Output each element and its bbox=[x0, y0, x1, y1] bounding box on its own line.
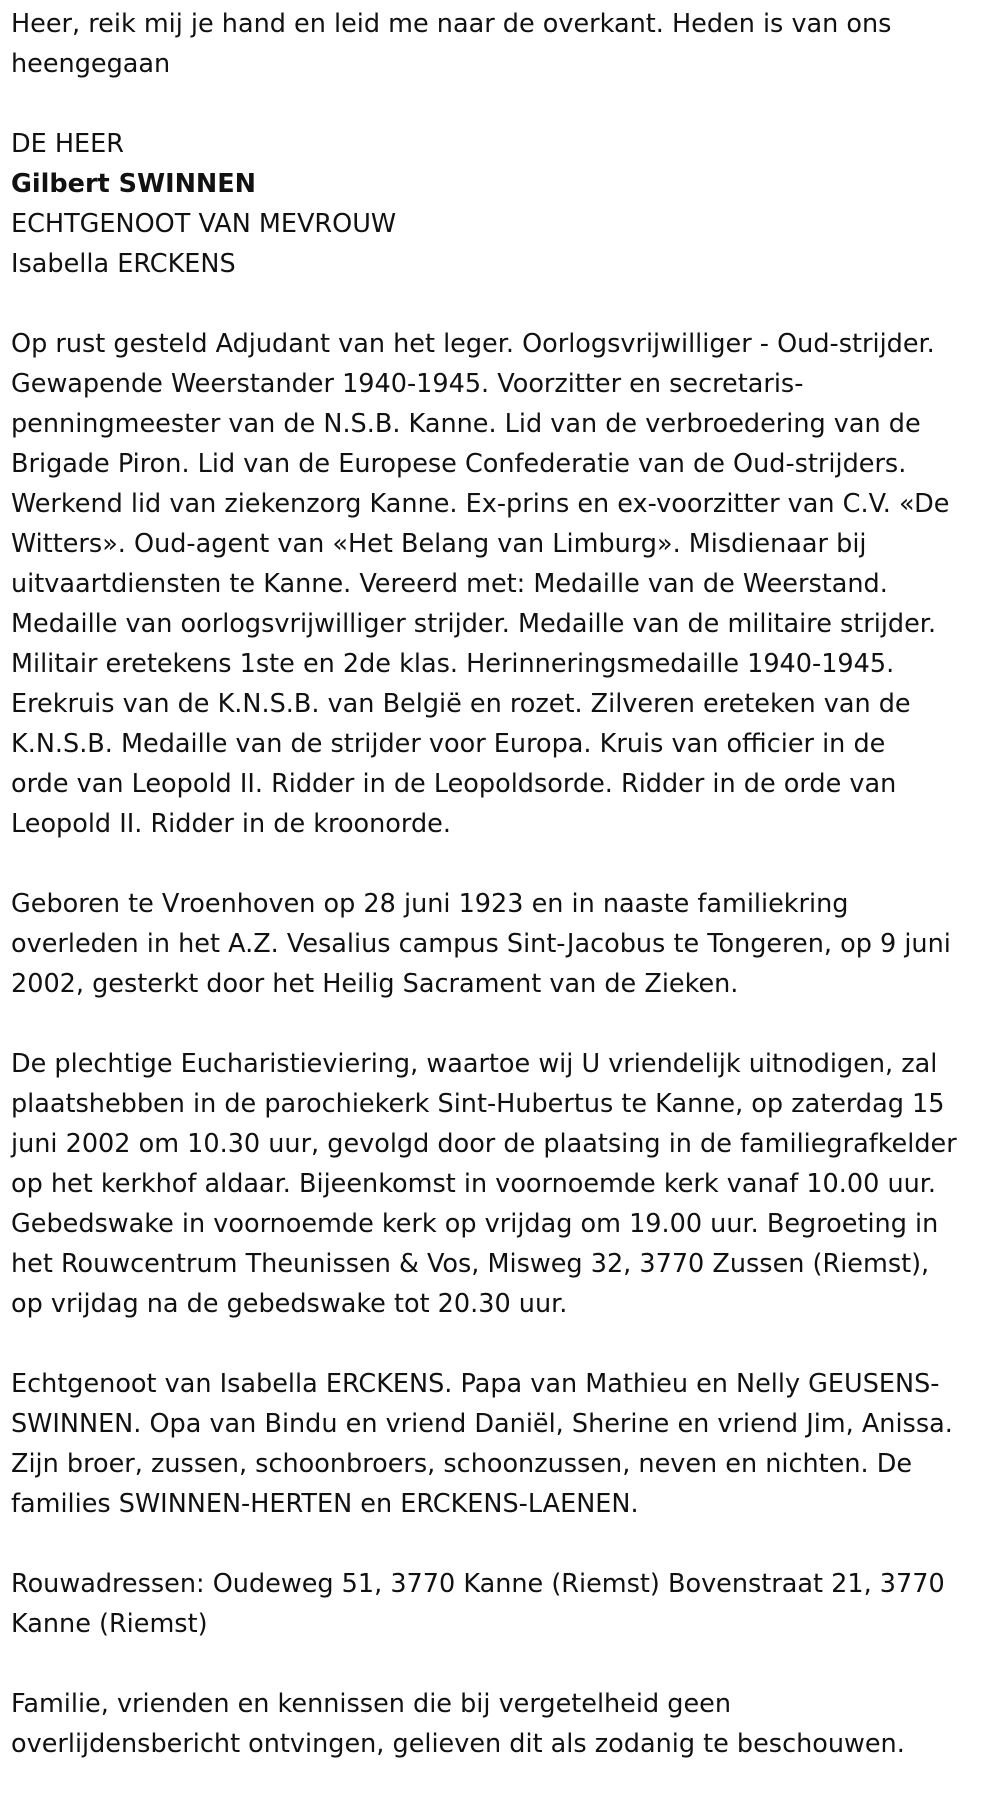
paragraph-line: De plechtige Eucharistieviering, waartoe wij U vriendelijk uitnodigen, zal bbox=[11, 1049, 938, 1079]
paragraph-line: K.N.S.B. Medaille van de strijder voor Europa. Kruis van officier in de bbox=[11, 729, 886, 759]
paragraph-line: Familie, vrienden en kennissen die bij vergetelheid geen bbox=[11, 1689, 731, 1719]
paragraph-line: families SWINNEN-HERTEN en ERCKENS-LAENEN. bbox=[11, 1489, 639, 1519]
funeral-service-paragraph bbox=[11, 1044, 999, 1324]
honorific-title: DE HEER bbox=[11, 129, 124, 159]
paragraph-line: Echtgenoot van Isabella ERCKENS. Papa van Mathieu en Nelly GEUSENS- bbox=[11, 1369, 940, 1399]
intro-line: Heer, reik mij je hand en leid me naar de overkant. Heden is van ons bbox=[11, 9, 892, 39]
paragraph-line: overlijdensbericht ontvingen, gelieven dit als zodanig te beschouwen. bbox=[11, 1729, 905, 1759]
paragraph-line: penningmeester van de N.S.B. Kanne. Lid van de verbroedering van de bbox=[11, 409, 921, 439]
paragraph-line: Erekruis van de K.N.S.B. van België en rozet. Zilveren ereteken van de bbox=[11, 689, 911, 719]
deceased-header bbox=[11, 124, 999, 284]
paragraph-line: Zijn broer, zussen, schoonbroers, schoonzussen, neven en nichten. De bbox=[11, 1449, 913, 1479]
paragraph-line: op het kerkhof aldaar. Bijeenkomst in voornoemde kerk vanaf 10.00 uur. bbox=[11, 1169, 937, 1199]
career-honors-paragraph bbox=[11, 324, 999, 844]
paragraph-line: het Rouwcentrum Theunissen & Vos, Misweg 32, 3770 Zussen (Riemst), bbox=[11, 1249, 930, 1279]
paragraph-line: Op rust gesteld Adjudant van het leger. Oorlogsvrijwilliger - Oud-strijder. bbox=[11, 329, 935, 359]
paragraph-line: 2002, gesterkt door het Heilig Sacrament van de Zieken. bbox=[11, 969, 739, 999]
deceased-name: Gilbert SWINNEN bbox=[11, 169, 257, 199]
paragraph-line: Leopold II. Ridder in de kroonorde. bbox=[11, 809, 451, 839]
paragraph-line: Kanne (Riemst) bbox=[11, 1609, 208, 1639]
paragraph-line: orde van Leopold II. Ridder in de Leopoldsorde. Ridder in de orde van bbox=[11, 769, 897, 799]
paragraph-line: op vrijdag na de gebedswake tot 20.30 uur. bbox=[11, 1289, 568, 1319]
paragraph-line: Geboren te Vroenhoven op 28 juni 1923 en in naaste familiekring bbox=[11, 889, 849, 919]
paragraph-line: Rouwadressen: Oudeweg 51, 3770 Kanne (Riemst) Bovenstraat 21, 3770 bbox=[11, 1569, 945, 1599]
paragraph-line: juni 2002 om 10.30 uur, gevolgd door de plaatsing in de familiegrafkelder bbox=[11, 1129, 957, 1159]
paragraph-line: Gebedswake in voornoemde kerk op vrijdag om 19.00 uur. Begroeting in bbox=[11, 1209, 939, 1239]
paragraph-line: Medaille van oorlogsvrijwilliger strijder. Medaille van de militaire strijder. bbox=[11, 609, 937, 639]
family-paragraph bbox=[11, 1364, 999, 1524]
birth-death-paragraph bbox=[11, 884, 999, 1004]
paragraph-line: overleden in het A.Z. Vesalius campus Sint-Jacobus te Tongeren, op 9 juni bbox=[11, 929, 951, 959]
relation-label: ECHTGENOOT VAN MEVROUW bbox=[11, 209, 397, 239]
paragraph-line: Witters». Oud-agent van «Het Belang van Limburg». Misdienaar bij bbox=[11, 529, 867, 559]
paragraph-line: Militair eretekens 1ste en 2de klas. Herinneringsmedaille 1940-1945. bbox=[11, 649, 895, 679]
paragraph-line: Gewapende Weerstander 1940-1945. Voorzitter en secretaris- bbox=[11, 369, 804, 399]
paragraph-line: Werkend lid van ziekenzorg Kanne. Ex-prins en ex-voorzitter van C.V. «De bbox=[11, 489, 950, 519]
mourning-addresses-paragraph bbox=[11, 1564, 999, 1644]
paragraph-line: plaatshebben in de parochiekerk Sint-Hubertus te Kanne, op zaterdag 15 bbox=[11, 1089, 945, 1119]
paragraph-line: uitvaartdiensten te Kanne. Vereerd met: Medaille van de Weerstand. bbox=[11, 569, 888, 599]
intro-paragraph bbox=[11, 4, 999, 84]
intro-line: heengegaan bbox=[11, 49, 171, 79]
paragraph-line: SWINNEN. Opa van Bindu en vriend Daniël, Sherine en vriend Jim, Anissa. bbox=[11, 1409, 953, 1439]
spouse-name: Isabella ERCKENS bbox=[11, 249, 236, 279]
closing-notice-paragraph bbox=[11, 1684, 999, 1764]
paragraph-line: Brigade Piron. Lid van de Europese Confederatie van de Oud-strijders. bbox=[11, 449, 907, 479]
